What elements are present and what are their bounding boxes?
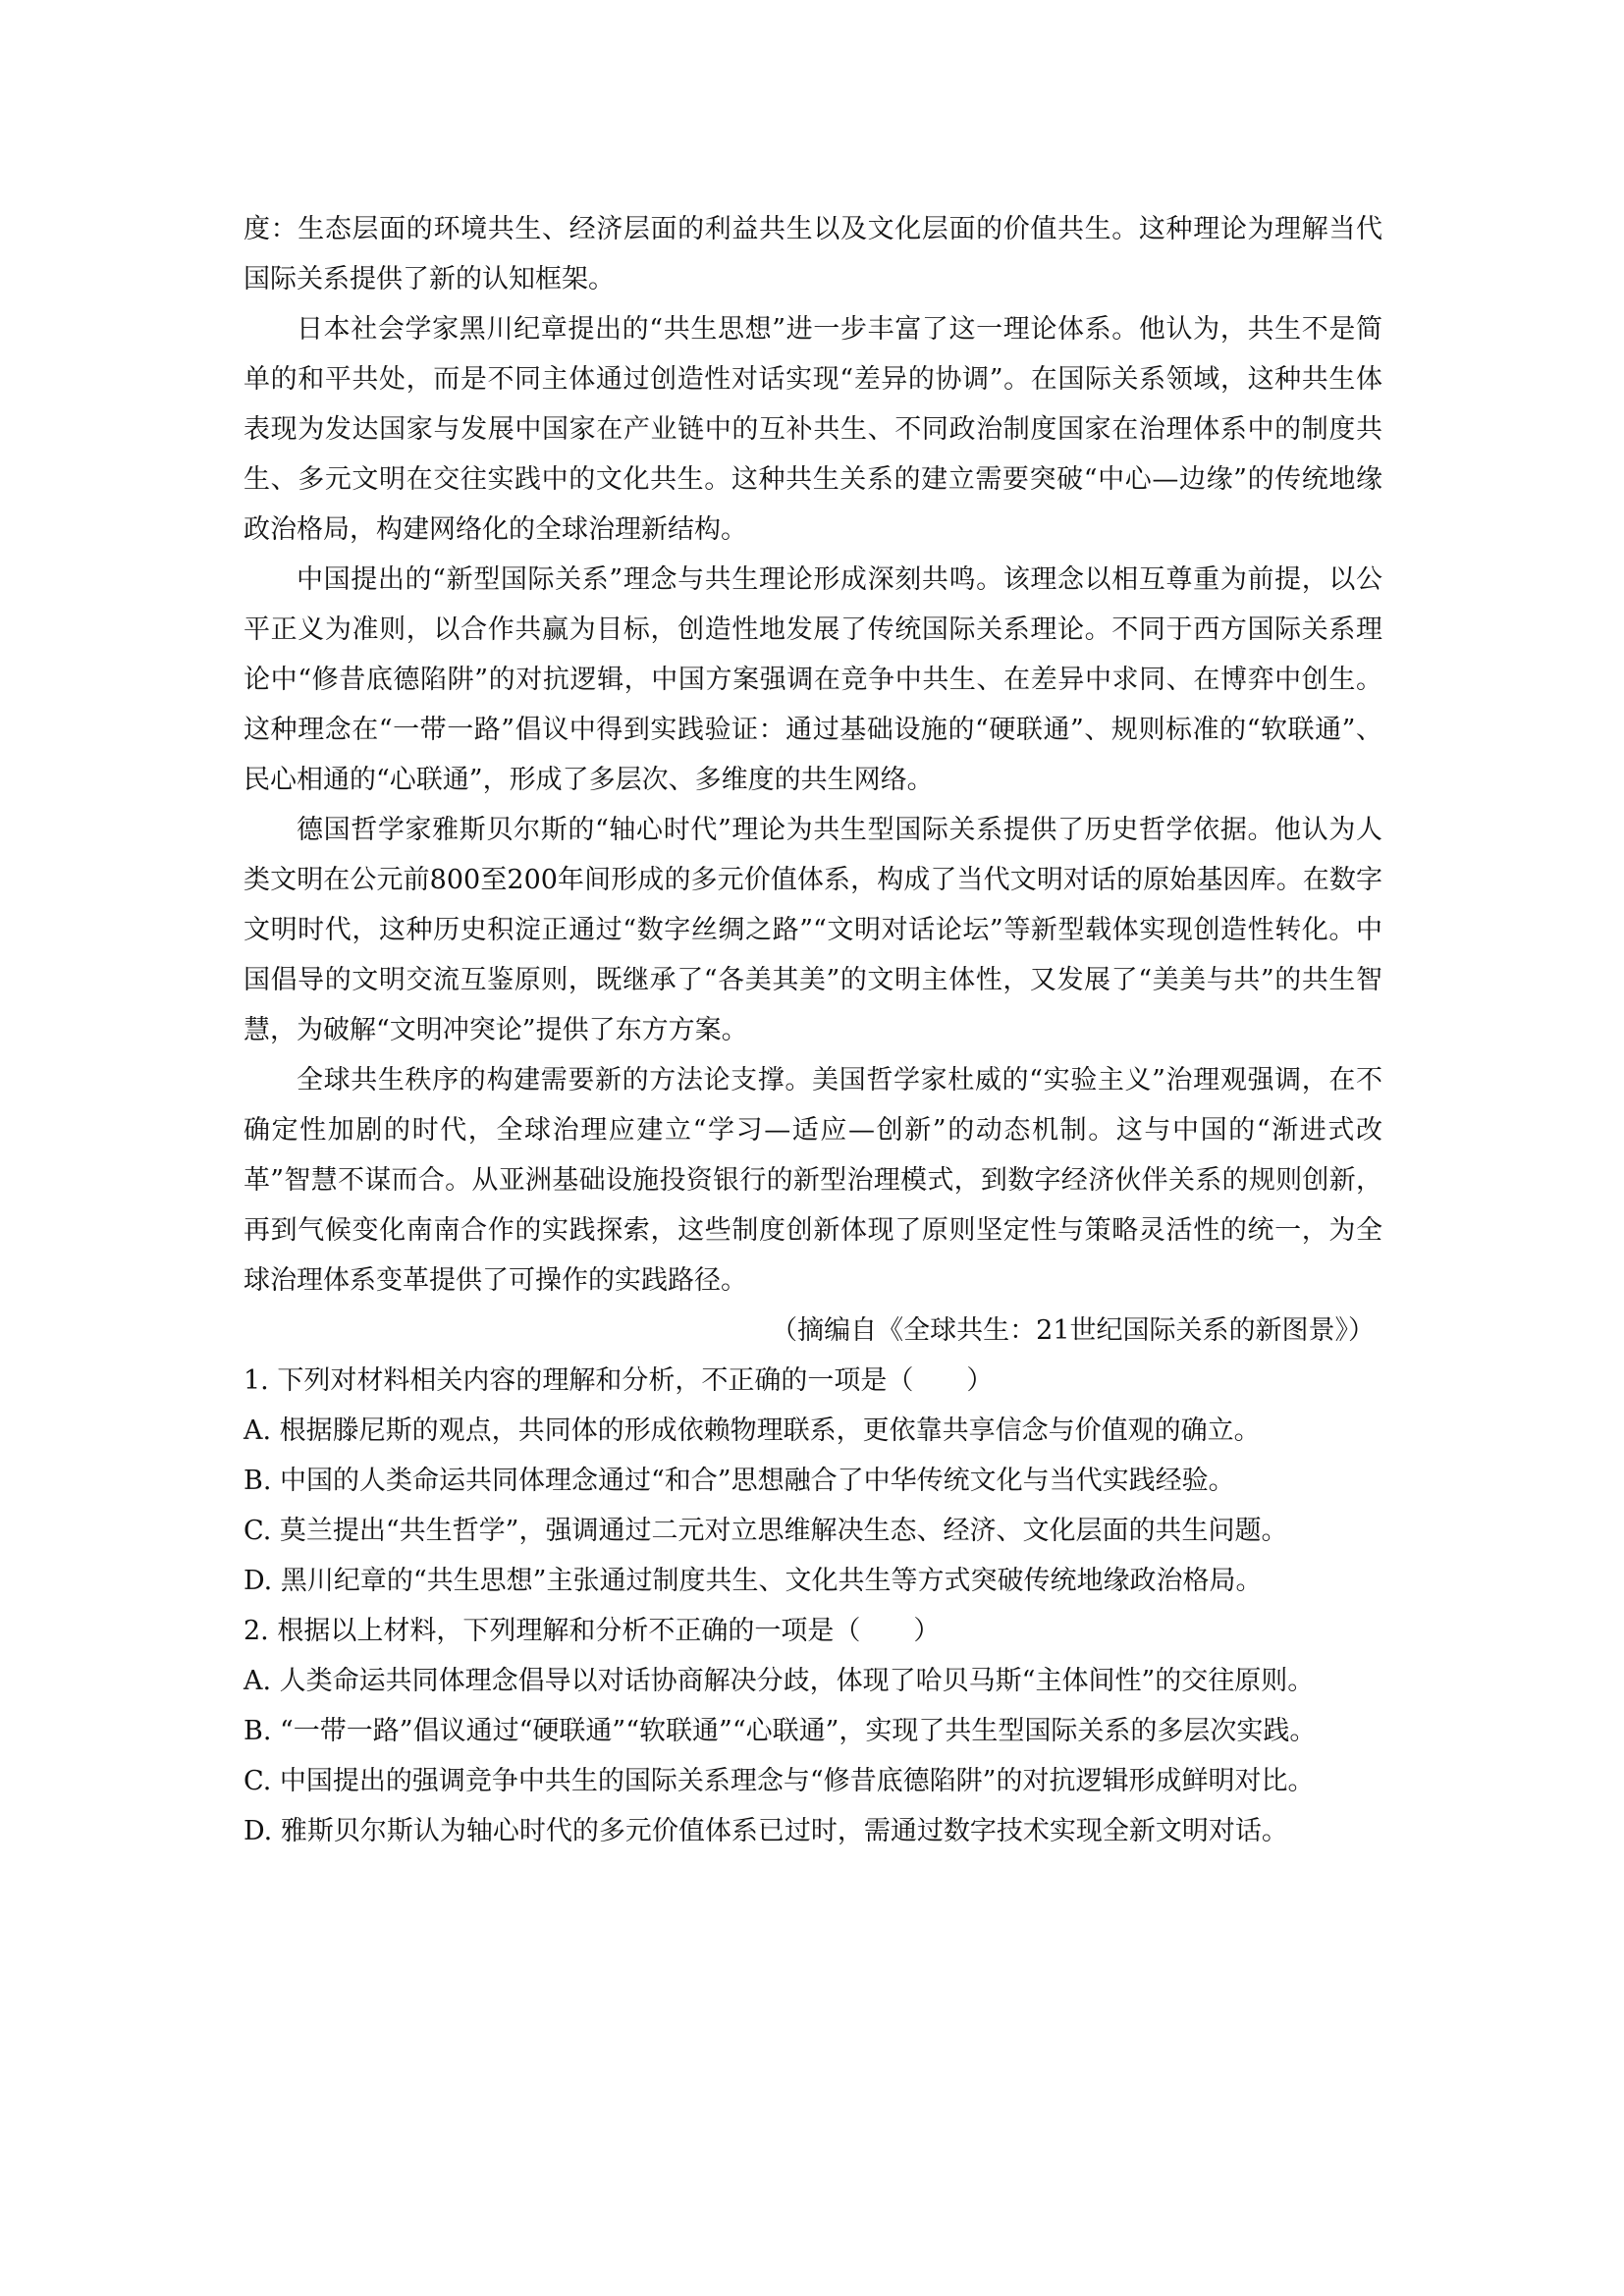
question-stem: 1. 下列对材料相关内容的理解和分析，不正确的一项是（ ） <box>244 1365 994 1396</box>
question-option-c: C. 中国提出的强调竞争中共生的国际关系理念与“修昔底德陷阱”的对抗逻辑形成鲜明对比。 <box>244 1766 1315 1796</box>
question-1 <box>244 1356 1382 1606</box>
question-option-b: B. 中国的人类命运共同体理念通过“和合”思想融合了中华传统文化与当代实践经验。 <box>244 1466 1235 1496</box>
question-option-a: A. 根据滕尼斯的观点，共同体的形成依赖物理联系，更依靠共享信念与价值观的确立。 <box>244 1415 1261 1446</box>
question-option-a: A. 人类命运共同体理念倡导以对话协商解决分歧，体现了哈贝马斯“主体间性”的交往原则。 <box>244 1666 1315 1696</box>
reading-passage <box>244 204 1382 1856</box>
passage-paragraph-5: 全球共生秩序的构建需要新的方法论支撑。美国哲学家杜威的“实验主义”治理观强调，在不确定性加剧的时代，全球治理应建立“学习—适应—创新”的动态机制。这与中国的“渐进式改革”智慧不谋而合。从亚洲基础设施投资银行的新型治理模式，到数字经济伙伴关系的规则创新，再到气候变化南南合作的实践探索，这些制度创新体现了原则坚定性与策略灵活性的统一，为全球治理体系变革提供了可操作的实践路径。 <box>244 1065 1382 1296</box>
question-2 <box>244 1606 1382 1856</box>
passage-paragraph-2: 日本社会学家黑川纪章提出的“共生思想”进一步丰富了这一理论体系。他认为，共生不是简单的和平共处，而是不同主体通过创造性对话实现“差异的协调”。在国际关系领域，这种共生体表现为发达国家与发展中国家在产业链中的互补共生、不同政治制度国家在治理体系中的制度共生、多元文明在交往实践中的文化共生。这种共生关系的建立需要突破“中心—边缘”的传统地缘政治格局，构建网络化的全球治理新结构。 <box>244 314 1382 545</box>
question-option-d: D. 雅斯贝尔斯认为轴心时代的多元价值体系已过时，需通过数字技术实现全新文明对话。 <box>244 1816 1288 1846</box>
passage-paragraph-4: 德国哲学家雅斯贝尔斯的“轴心时代”理论为共生型国际关系提供了历史哲学依据。他认为人类文明在公元前800至200年间形成的多元价值体系，构成了当代文明对话的原始基因库。在数字文明时代，这种历史积淀正通过“数字丝绸之路”“文明对话论坛”等新型载体实现创造性转化。中国倡导的文明交流互鉴原则，既继承了“各美其美”的文明主体性，又发展了“美美与共”的共生智慧，为破解“文明冲突论”提供了东方方案。 <box>244 815 1382 1045</box>
passage-source: （摘编自《全球共生：21世纪国际关系的新图景》） <box>771 1315 1375 1346</box>
question-option-b: B. “一带一路”倡议通过“硬联通”“软联通”“心联通”，实现了共生型国际关系的多层次实践。 <box>244 1716 1317 1746</box>
question-stem: 2. 根据以上材料，下列理解和分析不正确的一项是（ ） <box>244 1616 941 1646</box>
passage-paragraph-1: 度：生态层面的环境共生、经济层面的利益共生以及文化层面的价值共生。这种理论为理解当代国际关系提供了新的认知框架。 <box>244 214 1382 294</box>
passage-paragraph-3: 中国提出的“新型国际关系”理念与共生理论形成深刻共鸣。该理念以相互尊重为前提，以公平正义为准则，以合作共赢为目标，创造性地发展了传统国际关系理论。不同于西方国际关系理论中“修昔底德陷阱”的对抗逻辑，中国方案强调在竞争中共生、在差异中求同、在博弈中创生。这种理念在“一带一路”倡议中得到实践验证：通过基础设施的“硬联通”、规则标准的“软联通”、民心相通的“心联通”，形成了多层次、多维度的共生网络。 <box>244 564 1382 795</box>
question-option-c: C. 莫兰提出“共生哲学”，强调通过二元对立思维解决生态、经济、文化层面的共生问题。 <box>244 1516 1288 1546</box>
question-option-d: D. 黑川纪章的“共生思想”主张通过制度共生、文化共生等方式突破传统地缘政治格局。 <box>244 1566 1263 1596</box>
